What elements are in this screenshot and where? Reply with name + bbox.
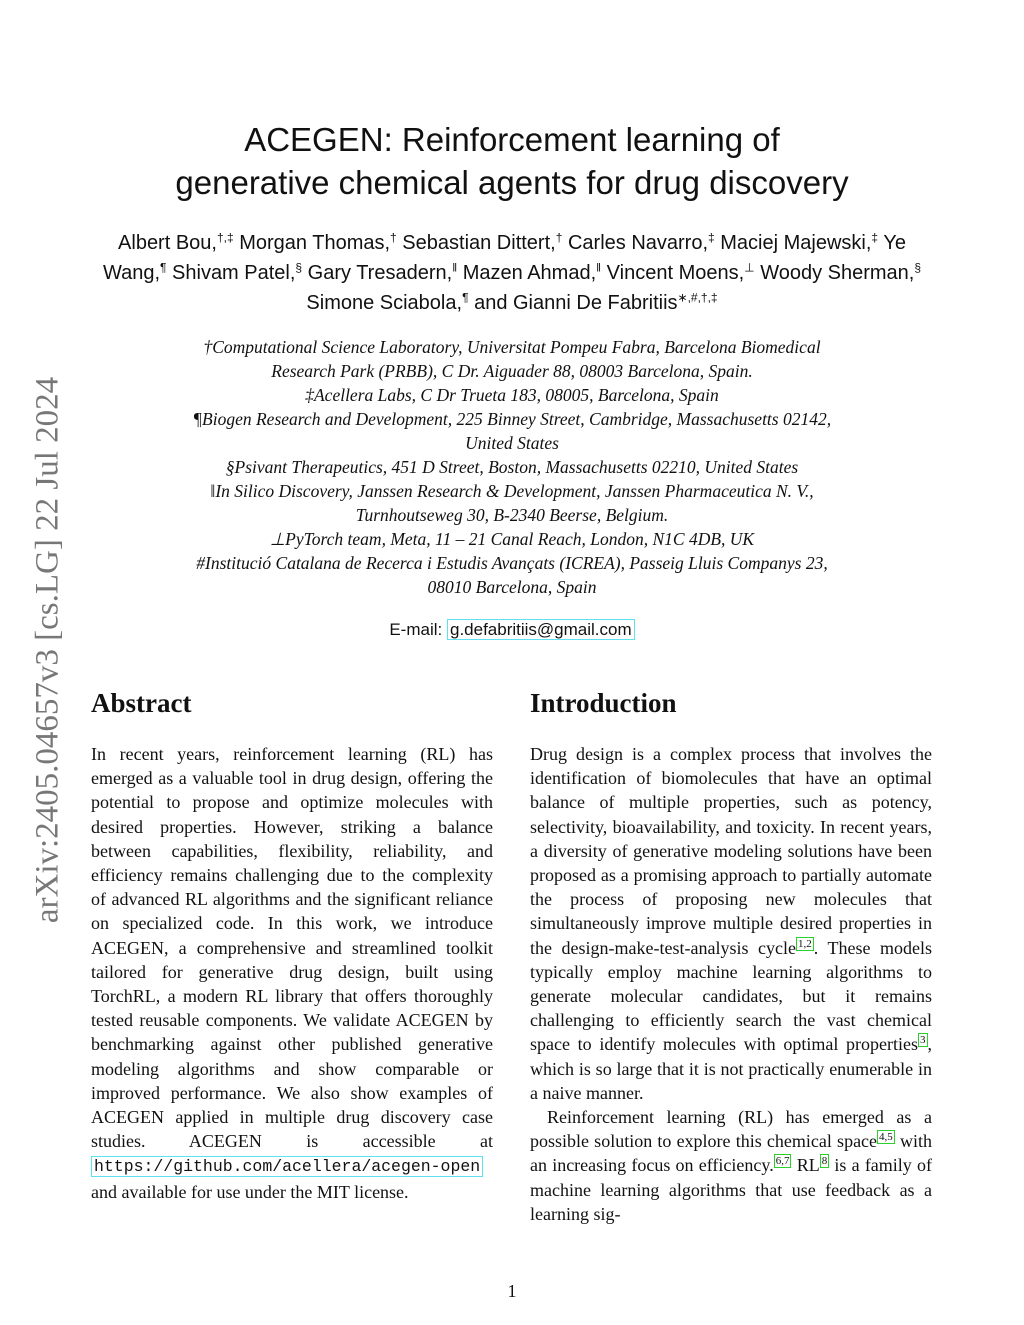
intro-paragraph-1 [530,742,932,1105]
paper-title [100,118,924,204]
affiliation-line: ‖In Silico Discovery, Janssen Research & Development, Janssen Pharmaceutica N. V., [210,481,814,501]
affiliation-line: ¶Biogen Research and Development, 225 Binney Street, Cambridge, Massachusetts 02142, [192,409,832,429]
author-affiliation-mark: †,‡ [216,230,234,245]
citation-link[interactable]: 6,7 [775,1155,790,1168]
author-name: Maciej Majewski, [720,232,872,254]
author [607,262,755,284]
affiliation-line: †Computational Science Laboratory, Universitat Pompeu Fabra, Barcelona Biomedical [203,337,821,357]
author-name: Simone Sciabola, [306,292,463,314]
abstract-heading: Abstract [91,688,192,718]
author-name: Mazen Ahmad, [462,262,597,284]
author-affiliation-mark: ¶ [160,260,167,275]
citation-link[interactable]: 3 [920,1034,926,1047]
author [239,232,397,254]
author-name: Woody Sherman, [760,262,915,284]
affiliation-line: §Psivant Therapeutics, 451 D Street, Boston, Massachusetts 02210, United States [225,457,799,477]
affiliation-line: ⊥PyTorch team, Meta, 11 – 21 Canal Reach, London, N1C 4DB, UK [269,529,755,549]
intro-p1-text: . These models typically employ machine learning algorithms to generate molecular candidates, but it remains challenging to efficiently search the vast chemical space to identify molecules with optimal properties [530,937,932,1055]
author-list [100,228,924,318]
citation-link[interactable]: 8 [821,1155,828,1168]
email-link[interactable]: g.defabritiis@gmail.com [447,619,635,640]
intro-p2-text: with an increasing focus on efficiency. [530,1131,932,1176]
affiliation-list [100,335,924,599]
author [568,232,715,254]
author-affiliation-mark: ‡ [871,230,879,245]
author-affiliation-mark: † [555,230,563,245]
author-name: Sebastian Dittert, [402,232,556,254]
author [308,262,457,284]
citation-link[interactable]: 1,2 [798,937,812,950]
affiliation-line: Turnhoutseweg 30, B-2340 Beerse, Belgium. [355,505,669,525]
abstract-section [91,686,493,1204]
author-name: and Gianni De Fabritiis [474,292,678,314]
affiliation-line: #Institució Catalana de Recerca i Estudis Avançats (ICREA), Passeig Lluis Companys 23, [196,553,828,573]
author [172,262,302,284]
github-link[interactable]: https://github.com/acellera/acegen-open [91,1156,483,1177]
author-name: Vincent Moens, [606,262,745,284]
corresponding-email [100,620,924,640]
author-affiliation-mark: § [295,260,303,275]
author-affiliation-mark: ∗,#,†,‡ [677,290,718,305]
title-line-2: generative chemical agents for drug discovery [175,164,849,201]
affiliation-line: 08010 Barcelona, Spain [427,577,597,597]
author-name: Albert Bou, [118,232,217,254]
author [118,232,234,254]
affiliation-line: United States [465,433,559,453]
author-affiliation-mark: ⊥ [744,260,755,275]
introduction-section [530,686,932,1226]
author-affiliation-mark: § [914,260,922,275]
author-name: Gary Tresadern, [307,262,453,284]
author-name: Shivam Patel, [172,262,296,284]
introduction-heading: Introduction [530,688,677,718]
affiliation-line: ‡Acellera Labs, C Dr Trueta 183, 08005, Barcelona, Spain [305,385,719,405]
abstract-text [91,742,493,1204]
author [760,262,921,284]
author-affiliation-mark: ‡ [708,230,715,245]
author-name: Morgan Thomas, [239,232,391,254]
abstract-body: In recent years, reinforcement learning (RL) has emerged as a valuable tool in drug design, offering the potential to propose and optimize molecules with desired properties. However, striking a balance between capabilities, flexibility, reliability, and efficiency remains challenging due to the complexity of advanced RL algorithms and the significant reliance on specialized code. In this work, we introduce ACEGEN, a comprehensive and streamlined toolkit tailored for generative drug design, built using TorchRL, a modern RL library that offers thoroughly tested reusable components. We validate ACEGEN by benchmarking against other published generative modeling algorithms and show comparable or improved performance. We also show examples of ACEGEN applied in multiple drug discovery case studies. ACEGEN is accessible at [91,744,493,1152]
intro-paragraph-2 [530,1105,932,1226]
author [463,262,601,284]
email-label: E-mail: [389,620,443,639]
author-name: Carles Navarro, [567,232,709,254]
arxiv-identifier-stamp: arXiv:2405.04657v3 [cs.LG] 22 Jul 2024 [29,376,66,924]
intro-p2-text: Reinforcement learning (RL) has emerged as a possible solution to explore this chemical space [530,1107,932,1152]
author-affiliation-mark: ‖ [596,260,602,275]
abstract-body-end: and available for use under the MIT license. [91,1181,409,1202]
title-line-1: ACEGEN: Reinforcement learning of [244,121,780,158]
author-affiliation-mark: † [390,230,397,245]
author-affiliation-mark: ¶ [462,290,469,305]
author [720,232,878,254]
author [402,232,562,254]
author-affiliation-mark: ‖ [452,260,458,275]
citation-link[interactable]: 4,5 [879,1131,893,1144]
author [306,292,468,314]
intro-p2-text: RL [791,1155,820,1176]
affiliation-line: Research Park (PRBB), C Dr. Aiguader 88, 08003 Barcelona, Spain. [271,361,753,381]
intro-p1-text: , which is so large that it is not practically enumerable in a naive manner. [530,1034,932,1103]
author-name: Ye Wang, [102,232,906,284]
intro-p1-text: Drug design is a complex process that involves the identification of biomolecules that have an optimal balance of multiple properties, such as potency, selectivity, bioavailability, and toxicity. In recent years, a diversity of generative modeling solutions have been proposed as a promising approach to partially automate the process of proposing new molecules that simultaneously improve multiple desired properties in the design-make-test-analysis cycle [530,744,932,958]
intro-p2-text: is a family of machine learning algorithms that use feedback as a learning sig- [530,1155,932,1224]
author [474,292,718,314]
page-number: 1 [507,1281,517,1301]
